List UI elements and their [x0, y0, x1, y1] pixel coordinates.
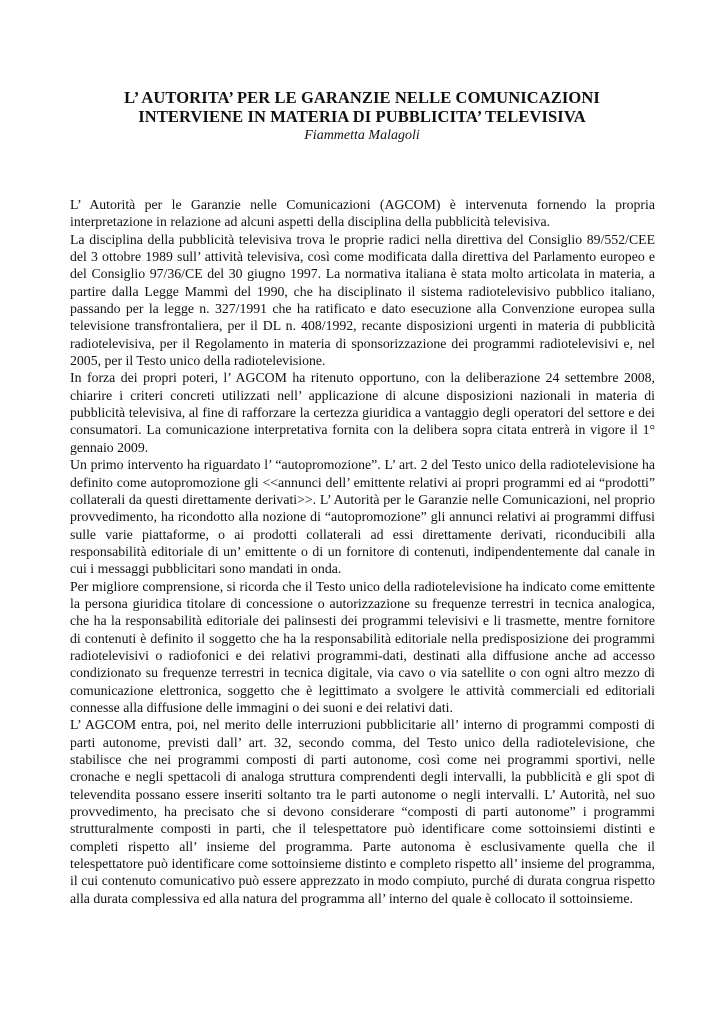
- paragraph: Un primo intervento ha riguardato l’ “autopromozione”. L’ art. 2 del Testo unico della radiotelevisione ha definito come autopromozione gli <<annunci dell’ emittente relativi ai propri programmi ed ai “prodotti” collaterali da questi direttamente derivati>>. L’ Autorità per le Garanzie nelle Comunicazioni, nel proprio provvedimento, ha ricondotto alla nozione di “autopromozione” gli annunci relativi ai programmi diffusi sulle varie piattaforme, o ai prodotti collaterali ad essi direttamente derivati, riconducibili alla responsabilità editoriale di un’ emittente o di un fornitore di contenuti, indipendentemente dal canale in cui i messaggi pubblicitari sono mandati in onda.: [70, 457, 655, 577]
- title-line-2: INTERVIENE IN MATERIA DI PUBBLICITA’ TELEVISIVA: [138, 107, 586, 126]
- paragraph: In forza dei propri poteri, l’ AGCOM ha ritenuto opportuno, con la deliberazione 24 settembre 2008, chiarire i criteri concreti utilizzati nell’ applicazione di alcune disposizioni nazionali in materia di pubblicità televisiva, al fine di rafforzare la certezza giuridica a vantaggio degli operatori del settore e dei consumatori. La comunicazione interpretativa fornita con la delibera sopra citata entrerà in vigore il 1° gennaio 2009.: [70, 370, 655, 455]
- author-name: Fiammetta Malagoli: [304, 128, 420, 143]
- document-title: [60, 88, 664, 126]
- paragraph: La disciplina della pubblicità televisiva trova le proprie radici nella direttiva del Consiglio 89/552/CEE del 3 ottobre 1989 sull’ attività televisiva, così come modificata dalla direttiva del Parlamento europeo e del Consiglio 97/36/CE del 30 giugno 1997. La normativa italiana è stata molto articolata in materia, a partire dalla Legge Mammì del 1990, che ha disciplinato il sistema radiotelevisivo pubblico italiano, passando per la legge n. 327/1991 che ha ratificato e dato esecuzione alla Convenzione europea sulla televisione transfrontaliera, per il DL n. 408/1992, recante disposizioni urgenti in materia di pubblicità radiotelevisiva, per il Regolamento in materia di sponsorizzazione dei programmi radiotelevisivi e, nel 2005, per il Testo unico della radiotelevisione.: [70, 231, 655, 369]
- article-body: [70, 196, 655, 907]
- paragraph: L’ AGCOM entra, poi, nel merito delle interruzioni pubblicitarie all’ interno di programmi composti di parti autonome, previsti dall’ art. 32, secondo comma, del Testo unico della radiotelevisione, che stabilisce che nei programmi composti di parti autonome, così come nei programmi sportivi, nelle cronache e negli spettacoli di analoga struttura comprendenti degli intervalli, la pubblicità e gli spot di televendita possano essere inseriti soltanto tra le parti autonome o negli intervalli. L’ Autorità, nel suo provvedimento, ha precisato che si devono considerare “composti di parti autonome” i programmi strutturalmente composti in parti, che il telespettatore può identificare come sottoinsiemi distinti e completi rispetto all’ insieme del programma. Parte autonoma è esclusivamente quella che il telespettatore può identificare come sottoinsieme distinto e completo rispetto all’ insieme del programma, il cui contenuto comunicativo può essere apprezzato in modo compiuto, purché di durata congrua rispetto alla durata complessiva ed alla natura del programma all’ interno del quale è collocato il sottoinsieme.: [70, 717, 655, 906]
- paragraph: Per migliore comprensione, si ricorda che il Testo unico della radiotelevisione ha indicato come emittente la persona giuridica titolare di concessione o autorizzazione su frequenze terrestri in tecnica analogica, che ha la responsabilità editoriale dei palinsesti dei programmi televisivi e li trasmette, mentre fornitore di contenuti è definito il soggetto che ha la responsabilità editoriale nella predisposizione dei programmi radiotelevisivi o radiofonici e dei relativi programmi-dati, destinati alla diffusione anche ad accesso condizionato su frequenze terrestri in tecnica digitale, via cavo o via satellite o con ogni altro mezzo di comunicazione elettronica, soggetto che è legittimato a svolgere le attività commerciali ed editoriali connesse alla diffusione delle immagini o dei suoni e dei relativi dati.: [70, 578, 655, 715]
- paragraph: L’ Autorità per le Garanzie nelle Comunicazioni (AGCOM) è intervenuta fornendo la propria interpretazione in relazione ad alcuni aspetti della disciplina della pubblicità televisiva.: [70, 197, 655, 230]
- title-line-1: L’ AUTORITA’ PER LE GARANZIE NELLE COMUNICAZIONI: [124, 88, 600, 107]
